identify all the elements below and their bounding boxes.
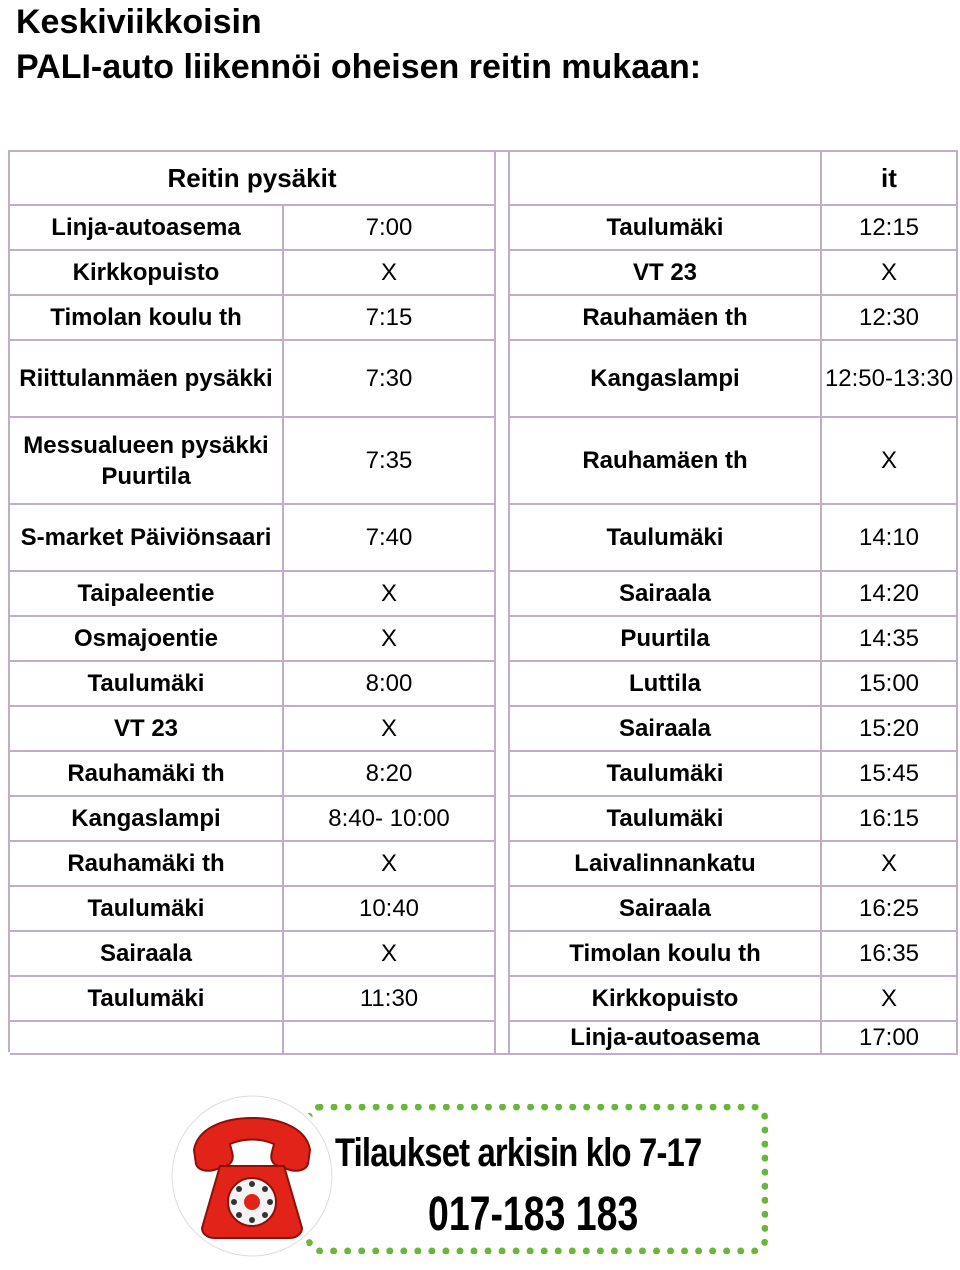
column-gap [496,707,510,752]
column-gap [496,752,510,797]
left-time: 7:40 [284,505,496,572]
column-gap [496,296,510,341]
order-banner [168,1092,788,1260]
column-gap [496,152,510,206]
right-time: 14:35 [822,617,958,662]
right-stop: Timolan koulu th [510,932,822,977]
timetable [8,150,958,1052]
right-stop: Kangaslampi [510,341,822,418]
column-gap [496,842,510,887]
column-gap [496,887,510,932]
right-stop: Laivalinnankatu [510,842,822,887]
right-stop: Sairaala [510,887,822,932]
left-time: 7:35 [284,418,496,505]
column-gap [496,206,510,251]
right-time: 12:30 [822,296,958,341]
column-gap [496,418,510,505]
left-time: 7:00 [284,206,496,251]
left-time: 11:30 [284,977,496,1022]
left-stop: Rauhamäki th [10,842,284,887]
left-stop: Kangaslampi [10,797,284,842]
right-stop: Puurtila [510,617,822,662]
right-stop: Taulumäki [510,797,822,842]
right-time: X [822,418,958,505]
right-stop: Rauhamäen th [510,296,822,341]
left-time: X [284,572,496,617]
left-stop: Riittulanmäen pysäkki [10,341,284,418]
column-gap [496,797,510,842]
right-stop: Kirkkopuisto [510,977,822,1022]
left-stop: Osmajoentie [10,617,284,662]
page-title [16,0,946,90]
right-stop: Linja-autoasema [510,1022,822,1055]
column-gap [496,617,510,662]
right-stop: Sairaala [510,572,822,617]
right-time: 15:45 [822,752,958,797]
left-time: X [284,617,496,662]
right-time: 14:20 [822,572,958,617]
left-time: 10:40 [284,887,496,932]
left-stop: Taipaleentie [10,572,284,617]
left-time: X [284,251,496,296]
column-gap [496,341,510,418]
left-stop: Taulumäki [10,977,284,1022]
left-stop: Taulumäki [10,662,284,707]
left-time: 7:30 [284,341,496,418]
header-right-name [510,152,822,206]
header-right-time: it [822,152,958,206]
title-line-2: PALI-auto liikennöi oheisen reitin mukaan: [16,48,702,86]
right-time: 12:50-13:30 [822,341,958,418]
right-time: X [822,977,958,1022]
right-stop: Sairaala [510,707,822,752]
timetable-grid [10,152,960,1055]
right-stop: Luttila [510,662,822,707]
right-time: X [822,842,958,887]
left-stop: Rauhamäki th [10,752,284,797]
left-time: 8:20 [284,752,496,797]
left-stop: S-market Päiviönsaari [10,505,284,572]
right-time: X [822,251,958,296]
left-time: 8:00 [284,662,496,707]
right-time: 12:15 [822,206,958,251]
right-time: 15:20 [822,707,958,752]
right-stop: Taulumäki [510,505,822,572]
column-gap [496,932,510,977]
right-stop: VT 23 [510,251,822,296]
right-stop: Taulumäki [510,206,822,251]
left-stop: Linja-autoasema [10,206,284,251]
title-line-1: Keskiviikkoisin [16,3,262,41]
left-stop [10,1022,284,1055]
right-stop: Taulumäki [510,752,822,797]
right-time: 15:00 [822,662,958,707]
right-time: 17:00 [822,1022,958,1055]
column-gap [496,977,510,1022]
right-time: 16:15 [822,797,958,842]
left-stop: VT 23 [10,707,284,752]
left-time: 7:15 [284,296,496,341]
right-time: 16:35 [822,932,958,977]
banner-phone-number: 017-183 183 [428,1188,639,1241]
column-gap [496,251,510,296]
left-time [284,1022,496,1055]
right-time: 16:25 [822,887,958,932]
left-time: X [284,842,496,887]
left-stop: Taulumäki [10,887,284,932]
column-gap [496,662,510,707]
left-time: X [284,932,496,977]
left-stop: Timolan koulu th [10,296,284,341]
telephone-icon [168,1092,336,1260]
column-gap [496,572,510,617]
left-stop: Kirkkopuisto [10,251,284,296]
header-left: Reitin pysäkit [10,152,496,206]
left-time: 8:40- 10:00 [284,797,496,842]
banner-order-hours: Tilaukset arkisin klo 7-17 [335,1131,702,1175]
column-gap [496,1022,510,1055]
left-time: X [284,707,496,752]
left-stop: Sairaala [10,932,284,977]
column-gap [496,505,510,572]
right-time: 14:10 [822,505,958,572]
right-stop: Rauhamäen th [510,418,822,505]
left-stop: Messualueen pysäkki Puurtila [10,418,284,505]
